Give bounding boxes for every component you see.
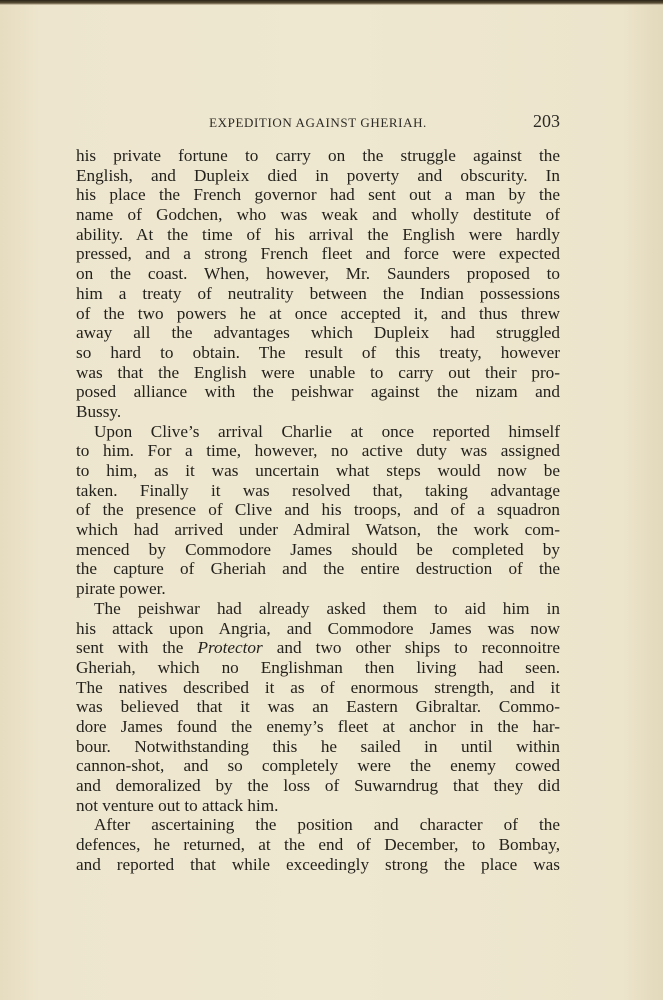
- text-line: to him. For a time, however, no active duty was assigned: [76, 441, 560, 461]
- text-line: cannon-shot, and so completely were the enemy cowed: [76, 756, 560, 776]
- text-line: After ascertaining the position and character of the: [94, 815, 560, 835]
- text-line: not venture out to attack him.: [76, 795, 279, 815]
- text-line: the capture of Gheriah and the entire destruction of the: [76, 559, 560, 579]
- text-line: dore James found the enemy’s fleet at anchor in the har-: [76, 716, 560, 736]
- text-line: Upon Clive’s arrival Charlie at once reported himself: [94, 421, 560, 441]
- text-segment: and two other ships to reconnoitre: [276, 638, 561, 658]
- text-line: bour. Notwithstanding this he sailed in until within: [76, 736, 560, 756]
- text-line: Bussy.: [76, 401, 122, 421]
- text-line: pirate power.: [76, 579, 166, 599]
- text-line: his place the French governor had sent out a man by the: [76, 185, 560, 205]
- text-line: of the two powers he at once accepted it, and thus threw: [76, 303, 560, 323]
- text-line: defences, he returned, at the end of December, to Bombay,: [76, 835, 560, 855]
- text-line: his private fortune to carry on the struggle against the: [76, 146, 560, 165]
- text-line: pressed, and a strong French fleet and force were expected: [76, 244, 560, 264]
- text-line: his attack upon Angria, and Commodore James was now: [76, 618, 560, 638]
- page-number: 203: [533, 111, 560, 131]
- text-line: was believed that it was an Eastern Gibraltar. Commo-: [76, 697, 560, 717]
- text-line: so hard to obtain. The result of this treaty, however: [76, 342, 560, 362]
- text-line: and demoralized by the loss of Suwarndrug that they did: [76, 776, 560, 795]
- running-title: EXPEDITION AGAINST GHERIAH.: [209, 115, 427, 130]
- text-line: of the presence of Clive and his troops, and of a squadron: [76, 500, 560, 520]
- text-line: taken. Finally it was resolved that, taking advantage: [76, 480, 560, 500]
- text-line: was that the English were unable to carry out their pro-: [76, 362, 560, 382]
- text-line: to him, as it was uncertain what steps would now be: [76, 461, 560, 480]
- text-line: The peishwar had already asked them to aid him in: [94, 598, 560, 618]
- text-line: him a treaty of neutrality between the Indian possessions: [76, 283, 560, 303]
- text-line: menced by Commodore James should be completed by: [76, 539, 560, 559]
- text-line: ability. At the time of his arrival the English were hardly: [76, 224, 560, 244]
- text-line-with-italic: [76, 638, 560, 658]
- text-line: posed alliance with the peishwar against the nizam and: [76, 382, 560, 402]
- text-line: and reported that while exceedingly strong the place was: [76, 854, 560, 874]
- text-segment: sent with the: [76, 638, 184, 658]
- text-line: away all the advantages which Dupleix had struggled: [76, 323, 560, 343]
- text-line: on the coast. When, however, Mr. Saunders proposed to: [76, 264, 560, 284]
- text-line: name of Godchen, who was weak and wholly destitute of: [76, 205, 560, 225]
- text-line: English, and Dupleix died in poverty and obscurity. In: [76, 165, 560, 185]
- text-line: Gheriah, which no Englishman then living had seen.: [76, 657, 560, 677]
- text-line: which had arrived under Admiral Watson, the work com-: [76, 520, 560, 540]
- ship-name-italic: Protector: [197, 638, 263, 658]
- running-head: [76, 111, 560, 135]
- text-line: The natives described it as of enormous strength, and it: [76, 677, 560, 697]
- body-text: [76, 146, 560, 874]
- page-top-edge: [0, 0, 663, 5]
